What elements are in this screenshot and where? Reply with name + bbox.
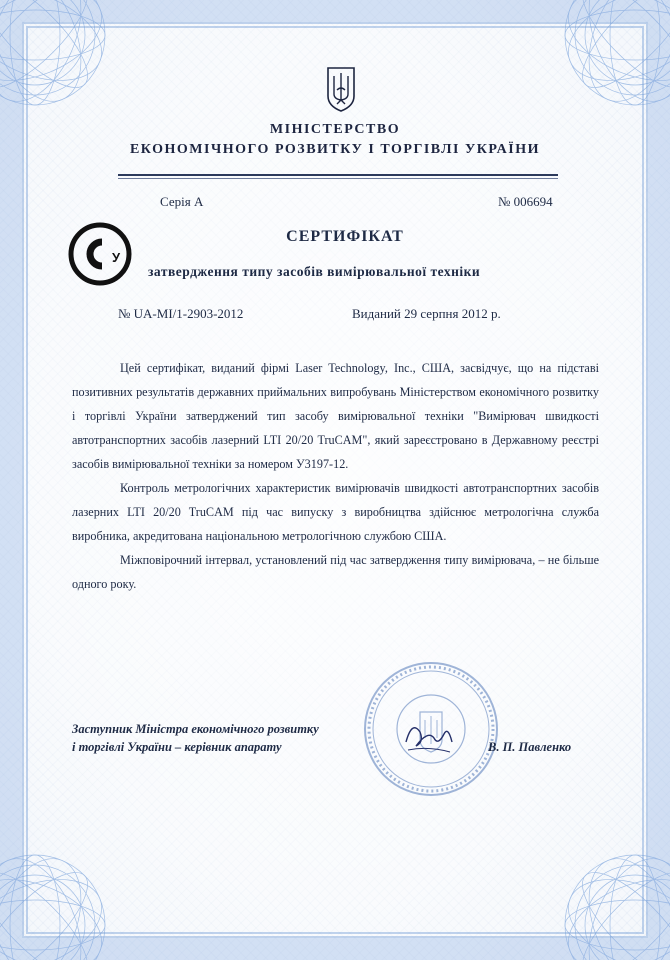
- coat-of-arms-icon: [326, 66, 356, 112]
- ministry-title-line1: МІНІСТЕРСТВО: [269, 122, 401, 137]
- certificate-body: [72, 356, 599, 596]
- certificate-subtitle: затвердження типу засобів вимірювальної техніки: [148, 264, 481, 279]
- ministry-title-line2: ЕКОНОМІЧНОГО РОЗВИТКУ І ТОРГІВЛІ УКРАЇНИ: [129, 142, 541, 157]
- issue-date: Виданий 29 серпня 2012 р.: [352, 306, 501, 321]
- body-paragraph-3: Міжповірочний інтервал, установлений під час затвердження типу вимірювача, – не більше одного року.: [72, 553, 599, 591]
- signatory-name: В. П. Павленко: [488, 740, 572, 754]
- certificate-serial-number: № 006694: [498, 194, 553, 209]
- registration-number: № UA-MI/1-2903-2012: [118, 306, 244, 321]
- header-divider: [118, 174, 558, 176]
- header-divider-thin: [118, 178, 558, 179]
- signatory-position: [72, 720, 319, 756]
- corner-rosette-bottom-right: [560, 850, 670, 960]
- corner-rosette-top-left: [0, 0, 110, 110]
- signatory-position-line1: Заступник Міністра економічного розвитку: [72, 722, 319, 736]
- series-label: Серія А: [160, 194, 204, 209]
- body-paragraph-1: Цей сертифікат, виданий фірмі Laser Technology, Inc., США, засвідчує, що на підставі позитивних результатів державних приймальних випробувань Міністерством економічного розвитку і торгівлі України затверджений тип засобу вимірювальної техніки "Вимірювач швидкості автотранспортних засобів лазерний LTI 20/20 TruCAM", який зареєстровано в Державному реєстрі засобів вимірювальної техніки за номером У3197-12.: [72, 361, 599, 471]
- handwritten-signature: [398, 712, 458, 762]
- corner-rosette-bottom-left: [0, 850, 110, 960]
- body-paragraph-2: Контроль метрологічних характеристик вимірювачів швидкості автотранспортних засобів лазерних LTI 20/20 TruCAM під час випуску з виробництва здійснює метрологічна служба виробника, акредитована національною метрологічною службою США.: [72, 481, 599, 543]
- logo-letter: У: [112, 250, 121, 265]
- corner-rosette-top-right: [560, 0, 670, 110]
- signatory-position-line2: і торгівлі України – керівник апарату: [72, 740, 282, 754]
- certificate-title: СЕРТИФІКАТ: [286, 228, 404, 245]
